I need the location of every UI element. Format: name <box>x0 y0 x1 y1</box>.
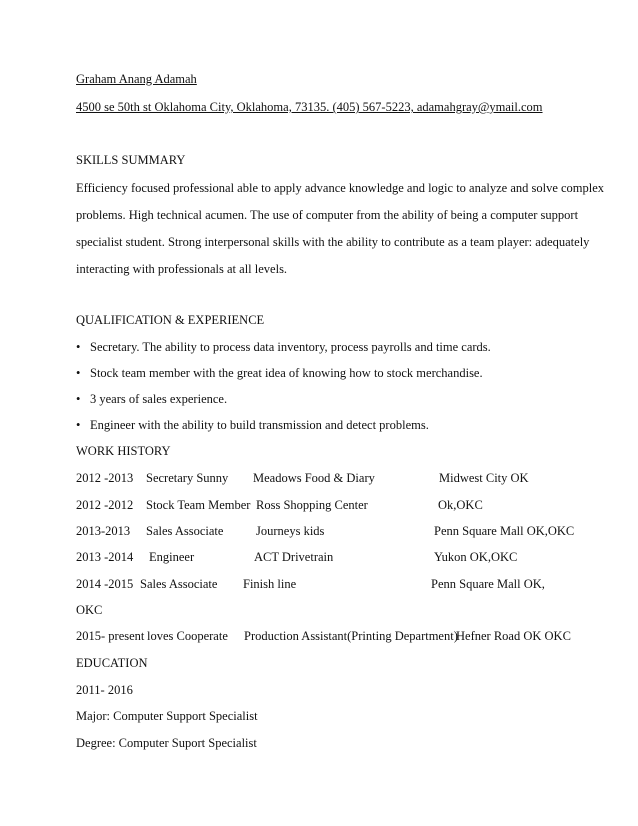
qualification-item-text: Stock team member with the great idea of knowing how to stock merchandise. <box>90 366 483 380</box>
work-title: loves Cooperate <box>147 629 228 643</box>
bullet-icon: • <box>76 392 81 406</box>
work-company: Meadows Food & Diary <box>253 471 375 485</box>
work-location: Hefner Road OK OKC <box>456 629 571 643</box>
work-company: Finish line <box>243 577 297 591</box>
skills-line: specialist student. Strong interpersonal skills with the ability to contribute as a team player: adequately <box>76 235 590 249</box>
qualification-heading: QUALIFICATION & EXPERIENCE <box>76 313 265 327</box>
skills-line: problems. High technical acumen. The use of computer from the ability of being a computer support <box>76 208 579 222</box>
work-company: Ross Shopping Center <box>256 498 368 512</box>
qualification-item <box>76 365 483 381</box>
work-title: Secretary Sunny <box>146 471 229 485</box>
contact-info: 4500 se 50th st Oklahoma City, Oklahoma, 73135. (405) 567-5223, adamahgray@ymail.com <box>76 100 543 114</box>
work-location: Ok,OKC <box>438 498 483 512</box>
education-major: Major: Computer Support Specialist <box>76 709 258 723</box>
bullet-icon: • <box>76 418 81 432</box>
bullet-icon: • <box>76 340 81 354</box>
work-location: Yukon OK,OKC <box>434 550 518 564</box>
bullet-icon: • <box>76 366 81 380</box>
skills-line: Efficiency focused professional able to apply advance knowledge and logic to analyze and solve complex <box>76 181 605 195</box>
work-period: 2013-2013 <box>76 524 131 538</box>
resume-page <box>76 0 605 826</box>
work-title: Sales Associate <box>146 524 224 538</box>
work-location-continued: OKC <box>76 603 103 617</box>
education-heading: EDUCATION <box>76 656 148 670</box>
skills-line: interacting with professionals at all levels. <box>76 262 288 276</box>
work-location: Midwest City OK <box>439 471 529 485</box>
work-location: Penn Square Mall OK,OKC <box>434 524 575 538</box>
work-company: Journeys kids <box>256 524 325 538</box>
qualification-item <box>76 391 227 407</box>
work-history-heading: WORK HISTORY <box>76 444 171 458</box>
work-period: 2015- present <box>76 629 145 643</box>
work-period: 2014 -2015 <box>76 577 134 591</box>
qualification-item-text: Secretary. The ability to process data inventory, process payrolls and time cards. <box>90 340 491 354</box>
work-company: ACT Drivetrain <box>254 550 334 564</box>
work-period: 2012 -2013 <box>76 471 134 485</box>
work-location: Penn Square Mall OK, <box>431 577 545 591</box>
education-degree: Degree: Computer Suport Specialist <box>76 736 257 750</box>
qualification-item-text: Engineer with the ability to build transmission and detect problems. <box>90 418 429 432</box>
skills-heading: SKILLS SUMMARY <box>76 153 186 167</box>
work-period: 2013 -2014 <box>76 550 134 564</box>
qualification-item <box>76 417 429 433</box>
qualification-item <box>76 339 491 355</box>
work-company: Production Assistant(Printing Department) <box>244 629 458 643</box>
education-years: 2011- 2016 <box>76 683 133 697</box>
work-title: Sales Associate <box>140 577 218 591</box>
work-title: Stock Team Member <box>146 498 251 512</box>
work-period: 2012 -2012 <box>76 498 134 512</box>
applicant-name: Graham Anang Adamah <box>76 72 197 86</box>
work-title: Engineer <box>149 550 195 564</box>
qualification-item-text: 3 years of sales experience. <box>90 392 228 406</box>
